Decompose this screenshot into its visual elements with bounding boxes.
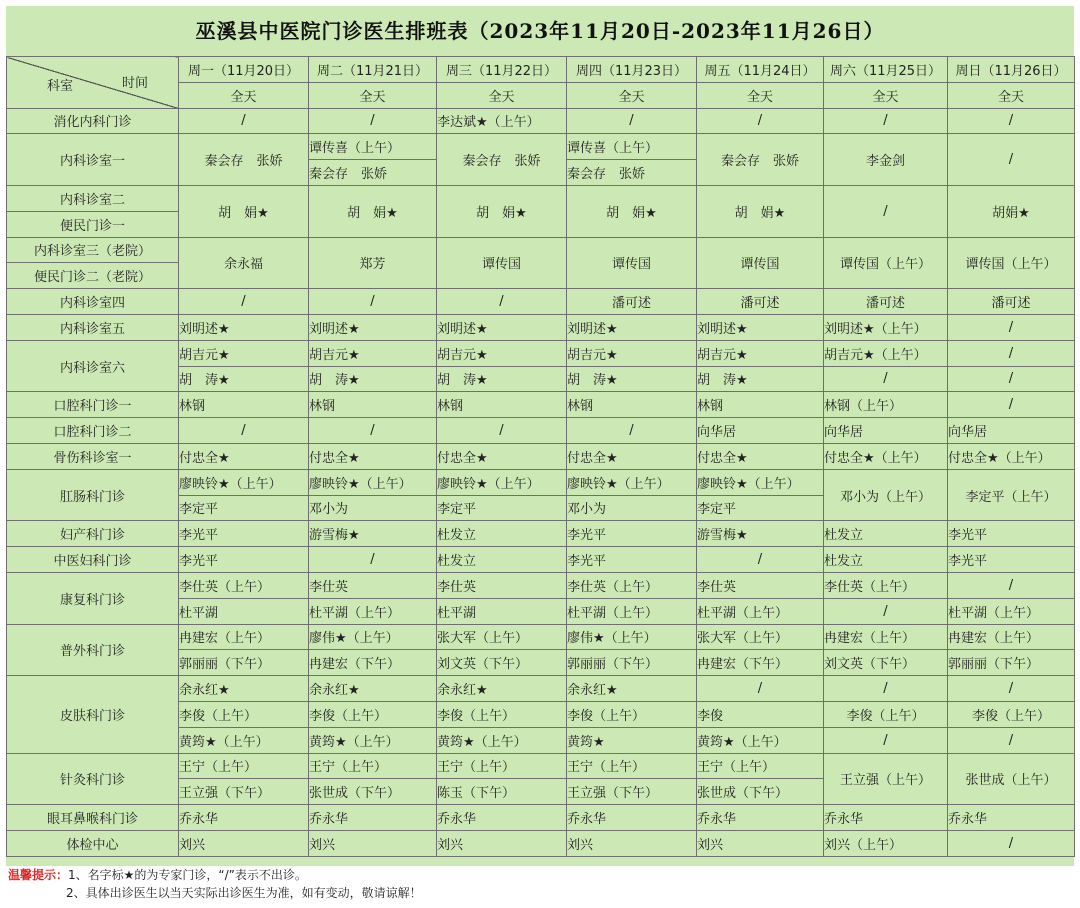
schedule-cell: 李光平 — [567, 547, 697, 573]
schedule-cell: 李光平 — [567, 521, 697, 547]
schedule-cell: 谭传国 — [437, 237, 567, 289]
schedule-cell: 刘文英（下午） — [824, 650, 948, 676]
schedule-cell: 向华居 — [697, 418, 824, 444]
schedule-cell: 刘明述★ — [179, 314, 309, 340]
dept-cell: 内科诊室五 — [7, 314, 179, 340]
schedule-cell: 谭传喜（上午） — [309, 134, 437, 160]
schedule-cell: / — [824, 366, 948, 392]
schedule-cell: 李定平 — [437, 495, 567, 521]
schedule-cell: / — [824, 727, 948, 753]
schedule-cell: / — [948, 366, 1075, 392]
schedule-cell: 余永红★ — [567, 676, 697, 702]
schedule-cell: 李定平（上午） — [948, 469, 1075, 521]
schedule-table — [6, 56, 1075, 857]
dept-cell: 妇产科门诊 — [7, 521, 179, 547]
tip-text-1: 1、名字标★的为专家门诊，“/”表示不出诊。 — [68, 868, 307, 882]
schedule-cell: 林钢 — [179, 392, 309, 418]
schedule-cell: 谭传喜（上午） — [567, 134, 697, 160]
footer-notes — [8, 866, 1068, 902]
schedule-cell: / — [309, 289, 437, 315]
schedule-cell: 廖映铃★（上午） — [437, 469, 567, 495]
schedule-cell: 杜平湖 — [179, 598, 309, 624]
schedule-cell: 张大军（上午） — [437, 624, 567, 650]
table-row — [7, 289, 1075, 315]
schedule-cell: / — [179, 108, 309, 134]
table-row — [7, 521, 1075, 547]
schedule-cell: 余永红★ — [309, 676, 437, 702]
fullday-header: 全天 — [567, 82, 697, 108]
table-row — [7, 134, 1075, 160]
schedule-cell: 游雪梅★ — [309, 521, 437, 547]
schedule-cell: 杜平湖（上午） — [309, 598, 437, 624]
schedule-cell: 黄筠★（上午） — [309, 727, 437, 753]
schedule-cell: 郭丽丽（下午） — [948, 650, 1075, 676]
schedule-cell: 黄筠★（上午） — [437, 727, 567, 753]
schedule-cell: 向华居 — [824, 418, 948, 444]
schedule-cell: / — [697, 547, 824, 573]
schedule-cell: / — [824, 676, 948, 702]
schedule-cell: 胡 娟★ — [567, 185, 697, 237]
schedule-cell: 李定平 — [697, 495, 824, 521]
schedule-cell: 付忠全★ — [697, 443, 824, 469]
table-row — [7, 392, 1075, 418]
schedule-cell: 李俊（上午） — [948, 701, 1075, 727]
schedule-cell: 张世成（下午） — [697, 779, 824, 805]
dept-cell: 皮肤科门诊 — [7, 676, 179, 753]
schedule-cell: 刘明述★（上午） — [824, 314, 948, 340]
schedule-cell: 李仕英 — [437, 572, 567, 598]
schedule-cell: 乔永华 — [824, 805, 948, 831]
schedule-cell: 王立强（下午） — [567, 779, 697, 805]
table-row — [7, 418, 1075, 444]
schedule-cell: / — [824, 108, 948, 134]
schedule-cell: 杜发立 — [437, 547, 567, 573]
dept-cell: 内科诊室四 — [7, 289, 179, 315]
schedule-cell: 付忠全★（上午） — [824, 443, 948, 469]
table-row — [7, 185, 1075, 211]
schedule-cell: / — [697, 676, 824, 702]
schedule-cell: 刘明述★ — [567, 314, 697, 340]
schedule-cell: 郭丽丽（下午） — [567, 650, 697, 676]
dept-cell: 口腔科门诊一 — [7, 392, 179, 418]
schedule-cell: 乔永华 — [437, 805, 567, 831]
schedule-cell: 刘明述★ — [309, 314, 437, 340]
schedule-cell: 刘明述★ — [697, 314, 824, 340]
table-row — [7, 340, 1075, 366]
table-row — [7, 237, 1075, 263]
schedule-cell: / — [948, 676, 1075, 702]
schedule-cell: 邓小为 — [309, 495, 437, 521]
schedule-cell: 胡吉元★ — [697, 340, 824, 366]
schedule-cell: / — [948, 830, 1075, 856]
tip-text-2: 2、具体出诊医生以当天实际出诊医生为准，如有变动，敬请谅解！ — [66, 886, 422, 900]
schedule-cell: 张世成（下午） — [309, 779, 437, 805]
schedule-cell: / — [824, 598, 948, 624]
schedule-cell: 向华居 — [948, 418, 1075, 444]
schedule-cell: / — [948, 314, 1075, 340]
schedule-cell: 潘可述 — [824, 289, 948, 315]
schedule-cell: 乔永华 — [567, 805, 697, 831]
page-title: 巫溪县中医院门诊医生排班表（2023年11月20日-2023年11月26日） — [195, 19, 885, 43]
fullday-header: 全天 — [824, 82, 948, 108]
dept-cell: 体检中心 — [7, 830, 179, 856]
schedule-cell: 李俊（上午） — [437, 701, 567, 727]
schedule-cell: 李俊 — [697, 701, 824, 727]
dept-cell: 眼耳鼻喉科门诊 — [7, 805, 179, 831]
schedule-cell: 付忠全★ — [179, 443, 309, 469]
schedule-cell: 李定平 — [179, 495, 309, 521]
schedule-cell: 黄筠★（上午） — [697, 727, 824, 753]
schedule-cell: 郭丽丽（下午） — [179, 650, 309, 676]
schedule-cell: 王宁（上午） — [179, 753, 309, 779]
fullday-header: 全天 — [697, 82, 824, 108]
dept-cell: 康复科门诊 — [7, 572, 179, 624]
schedule-cell: 李光平 — [179, 521, 309, 547]
schedule-cell: 秦会存 张娇 — [179, 134, 309, 186]
corner-header — [7, 57, 179, 109]
schedule-cell: 林钢 — [309, 392, 437, 418]
schedule-cell: / — [948, 392, 1075, 418]
schedule-cell: 李俊（上午） — [567, 701, 697, 727]
corner-dept-label: 科室 — [47, 78, 74, 94]
schedule-cell: 谭传国 — [567, 237, 697, 289]
schedule-cell: 刘兴 — [697, 830, 824, 856]
schedule-cell: 杜发立 — [824, 521, 948, 547]
tip-label: 温馨提示： — [8, 868, 69, 882]
schedule-cell: / — [437, 418, 567, 444]
schedule-cell: / — [179, 289, 309, 315]
schedule-cell: 胡 涛★ — [179, 366, 309, 392]
dept-cell: 消化内科门诊 — [7, 108, 179, 134]
schedule-cell: 胡吉元★ — [309, 340, 437, 366]
schedule-cell: 付忠全★ — [567, 443, 697, 469]
dept-cell: 口腔科门诊二 — [7, 418, 179, 444]
schedule-cell: / — [309, 547, 437, 573]
schedule-cell: 陈玉（下午） — [437, 779, 567, 805]
day-header: 周一（11月20日） — [179, 57, 309, 83]
dept-cell: 针灸科门诊 — [7, 753, 179, 805]
schedule-cell: 王宁（上午） — [437, 753, 567, 779]
dept-cell: 便民门诊二（老院） — [7, 263, 179, 289]
schedule-cell: 冉建宏（下午） — [309, 650, 437, 676]
schedule-cell: 胡娟★ — [948, 185, 1075, 237]
schedule-cell: 王宁（上午） — [697, 753, 824, 779]
schedule-cell: 杜发立 — [824, 547, 948, 573]
schedule-cell: 李达斌★（上午） — [437, 108, 567, 134]
table-row — [7, 624, 1075, 650]
schedule-cell: 廖伟★（上午） — [567, 624, 697, 650]
schedule-cell: 王立强（下午） — [179, 779, 309, 805]
dept-cell: 骨伤科诊室一 — [7, 443, 179, 469]
schedule-cell: 胡 娟★ — [697, 185, 824, 237]
schedule-cell: 李俊（上午） — [179, 701, 309, 727]
schedule-cell: 刘兴（上午） — [824, 830, 948, 856]
schedule-cell: 秦会存 张娇 — [697, 134, 824, 186]
schedule-cell: 邓小为（上午） — [824, 469, 948, 521]
schedule-cell: / — [948, 727, 1075, 753]
dept-cell: 肛肠科门诊 — [7, 469, 179, 521]
schedule-cell: 冉建宏（上午） — [179, 624, 309, 650]
schedule-cell: 冉建宏（上午） — [824, 624, 948, 650]
dept-cell: 内科诊室三（老院） — [7, 237, 179, 263]
schedule-cell: 刘明述★ — [437, 314, 567, 340]
table-row — [7, 572, 1075, 598]
schedule-cell: 张世成（上午） — [948, 753, 1075, 805]
schedule-cell: 付忠全★（上午） — [948, 443, 1075, 469]
schedule-cell: 潘可述 — [567, 289, 697, 315]
dept-cell: 内科诊室六 — [7, 340, 179, 392]
schedule-cell: 李仕英（上午） — [567, 572, 697, 598]
fullday-header: 全天 — [309, 82, 437, 108]
schedule-cell: 谭传国（上午） — [824, 237, 948, 289]
schedule-cell: 胡 涛★ — [567, 366, 697, 392]
schedule-cell: / — [948, 134, 1075, 186]
schedule-cell: 黄筠★ — [567, 727, 697, 753]
schedule-cell: 胡吉元★ — [437, 340, 567, 366]
schedule-cell: 付忠全★ — [437, 443, 567, 469]
schedule-cell: 冉建宏（上午） — [948, 624, 1075, 650]
table-row — [7, 469, 1075, 495]
schedule-cell: 谭传国（上午） — [948, 237, 1075, 289]
schedule-cell: 王宁（上午） — [567, 753, 697, 779]
schedule-cell: 黄筠★（上午） — [179, 727, 309, 753]
schedule-cell: 林钢 — [697, 392, 824, 418]
schedule-cell: 潘可述 — [697, 289, 824, 315]
schedule-cell: 郑芳 — [309, 237, 437, 289]
schedule-cell: 杜平湖（上午） — [948, 598, 1075, 624]
schedule-cell: 胡 涛★ — [309, 366, 437, 392]
schedule-cell: / — [309, 418, 437, 444]
schedule-cell: 李光平 — [948, 547, 1075, 573]
schedule-cell: 李金剑 — [824, 134, 948, 186]
schedule-cell: / — [179, 418, 309, 444]
schedule-cell: 王宁（上午） — [309, 753, 437, 779]
schedule-cell: 胡 娟★ — [437, 185, 567, 237]
schedule-cell: 游雪梅★ — [697, 521, 824, 547]
schedule-cell: 廖映铃★（上午） — [567, 469, 697, 495]
schedule-cell: 谭传国 — [697, 237, 824, 289]
schedule-cell: 李仕英 — [697, 572, 824, 598]
schedule-cell: 秦会存 张娇 — [309, 160, 437, 186]
table-row — [7, 443, 1075, 469]
schedule-cell: 李仕英（上午） — [179, 572, 309, 598]
schedule-cell: 刘文英（下午） — [437, 650, 567, 676]
schedule-cell: 邓小为 — [567, 495, 697, 521]
schedule-cell: 潘可述 — [948, 289, 1075, 315]
schedule-cell: 廖伟★（上午） — [309, 624, 437, 650]
schedule-cell: 秦会存 张娇 — [567, 160, 697, 186]
schedule-cell: 胡 涛★ — [437, 366, 567, 392]
schedule-cell: 付忠全★ — [309, 443, 437, 469]
schedule-cell: 林钢 — [437, 392, 567, 418]
fullday-header: 全天 — [948, 82, 1075, 108]
schedule-cell: 秦会存 张娇 — [437, 134, 567, 186]
schedule-cell: 刘兴 — [309, 830, 437, 856]
schedule-cell: / — [567, 418, 697, 444]
day-header: 周六（11月25日） — [824, 57, 948, 83]
fullday-header: 全天 — [437, 82, 567, 108]
schedule-cell: 余永福 — [179, 237, 309, 289]
schedule-cell: 李仕英（上午） — [824, 572, 948, 598]
schedule-cell: 李俊（上午） — [309, 701, 437, 727]
schedule-cell: 余永红★ — [437, 676, 567, 702]
schedule-cell: 胡 娟★ — [179, 185, 309, 237]
table-row — [7, 805, 1075, 831]
schedule-cell: 李俊（上午） — [824, 701, 948, 727]
day-header: 周五（11月24日） — [697, 57, 824, 83]
schedule-cell: 廖映铃★（上午） — [179, 469, 309, 495]
day-header: 周三（11月22日） — [437, 57, 567, 83]
schedule-cell: 李光平 — [948, 521, 1075, 547]
schedule-cell: / — [309, 108, 437, 134]
schedule-cell: 廖映铃★（上午） — [309, 469, 437, 495]
footer-line-1 — [8, 866, 1068, 884]
day-header: 周日（11月26日） — [948, 57, 1075, 83]
table-row — [7, 108, 1075, 134]
schedule-cell: 张大军（上午） — [697, 624, 824, 650]
schedule-cell: 乔永华 — [697, 805, 824, 831]
schedule-cell: 胡 娟★ — [309, 185, 437, 237]
table-row — [7, 314, 1075, 340]
schedule-cell: 冉建宏（下午） — [697, 650, 824, 676]
header-row-days — [7, 57, 1075, 83]
dept-cell: 中医妇科门诊 — [7, 547, 179, 573]
day-header: 周二（11月21日） — [309, 57, 437, 83]
schedule-cell: 胡吉元★ — [179, 340, 309, 366]
schedule-cell: 王立强（上午） — [824, 753, 948, 805]
schedule-cell: 杜平湖（上午） — [697, 598, 824, 624]
schedule-cell: 杜平湖 — [437, 598, 567, 624]
schedule-cell: 胡吉元★ — [567, 340, 697, 366]
schedule-cell: / — [948, 340, 1075, 366]
schedule-cell: 乔永华 — [309, 805, 437, 831]
schedule-cell: 林钢（上午） — [824, 392, 948, 418]
schedule-cell: / — [567, 108, 697, 134]
schedule-cell: / — [697, 108, 824, 134]
dept-cell: 便民门诊一 — [7, 211, 179, 237]
schedule-cell: 廖映铃★（上午） — [697, 469, 824, 495]
schedule-cell: / — [948, 108, 1075, 134]
schedule-cell: 乔永华 — [948, 805, 1075, 831]
schedule-cell: 李光平 — [179, 547, 309, 573]
dept-cell: 内科诊室二 — [7, 185, 179, 211]
schedule-cell: / — [437, 289, 567, 315]
schedule-cell: 林钢 — [567, 392, 697, 418]
schedule-cell: 杜平湖（上午） — [567, 598, 697, 624]
schedule-cell: 乔永华 — [179, 805, 309, 831]
table-row — [7, 753, 1075, 779]
table-row — [7, 676, 1075, 702]
table-row — [7, 830, 1075, 856]
schedule-cell: 刘兴 — [437, 830, 567, 856]
schedule-cell: 杜发立 — [437, 521, 567, 547]
schedule-cell: / — [824, 185, 948, 237]
schedule-cell: 刘兴 — [179, 830, 309, 856]
schedule-cell: 余永红★ — [179, 676, 309, 702]
schedule-cell: 胡吉元★（上午） — [824, 340, 948, 366]
fullday-header: 全天 — [179, 82, 309, 108]
table-row — [7, 547, 1075, 573]
schedule-cell: 刘兴 — [567, 830, 697, 856]
schedule-cell: 胡 涛★ — [697, 366, 824, 392]
schedule-sheet — [6, 6, 1074, 866]
dept-cell: 内科诊室一 — [7, 134, 179, 186]
schedule-cell: / — [948, 572, 1075, 598]
day-header: 周四（11月23日） — [567, 57, 697, 83]
corner-time-label: 时间 — [122, 76, 149, 91]
dept-cell: 普外科门诊 — [7, 624, 179, 676]
schedule-cell: 李仕英 — [309, 572, 437, 598]
